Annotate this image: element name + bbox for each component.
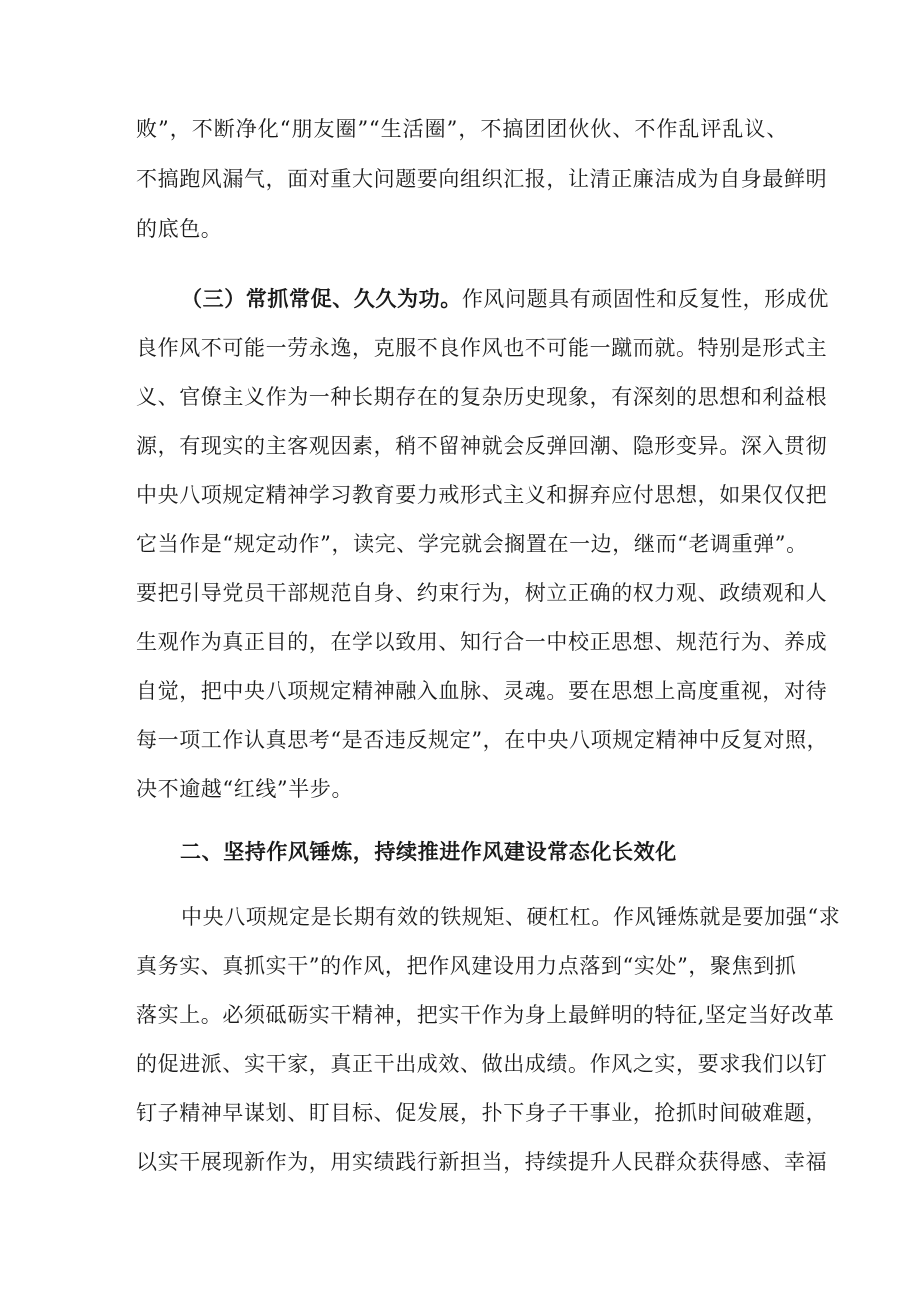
paragraph-2-line-7: 要把引导党员干部规范自身、约束行为，树立正确的权力观、政绩观和人 <box>136 581 828 605</box>
paragraph-1-line-1: 败”，不断净化“朋友圈”“生活圈”，不搞团团伙伙、不作乱评乱议、 <box>136 117 788 141</box>
paragraph-2-line-1 <box>181 284 830 314</box>
paragraph-2-line-4: 源，有现实的主客观因素，稍不留神就会反弹回潮、隐形变异。深入贯彻 <box>136 434 828 458</box>
paragraph-2-line-6: 它当作是“规定动作”，读完、学完就会搁置在一边，继而“老调重弹”。 <box>136 532 808 556</box>
paragraph-3-line-5: 钉子精神早谋划、盯目标、促发展，扑下身子干事业，抢抓时间破难题， <box>136 1101 828 1125</box>
paragraph-2-line-10: 每一项工作认真思考“是否违反规定”，在中央八项规定精神中反复对照， <box>136 728 829 752</box>
section-heading: 二、坚持作风锤炼，持续推进作风建设常态化长效化 <box>180 839 677 864</box>
paragraph-2-line-1-text: 作风问题具有顽固性和反复性，形成优 <box>461 287 830 311</box>
paragraph-2-line-8: 生观作为真正目的，在学以致用、知行合一中校正思想、规范行为、养成 <box>136 630 828 654</box>
paragraph-2-line-2: 良作风不可能一劳永逸，克服不良作风也不可能一蹴而就。特别是形式主 <box>136 336 828 360</box>
paragraph-2-line-9: 自觉，把中央八项规定精神融入血脉、灵魂。要在思想上高度重视，对待 <box>136 679 828 703</box>
paragraph-1-line-2: 不搞跑风漏气，面对重大问题要向组织汇报，让清正廉洁成为自身最鲜明 <box>136 167 828 191</box>
paragraph-2-line-3: 义、官僚主义作为一种长期存在的复杂历史现象，有深刻的思想和利益根 <box>136 385 828 409</box>
paragraph-3-line-2: 真务实、真抓实干”的作风，把作风建设用力点落到“实处”，聚焦到抓 <box>136 954 797 978</box>
paragraph-3-line-3: 落实上。必须砥砺实干精神，把实干作为身上最鲜明的特征,坚定当好改革 <box>136 1003 835 1027</box>
paragraph-3-line-6: 以实干展现新作为，用实绩践行新担当，持续提升人民群众获得感、幸福 <box>136 1150 828 1174</box>
paragraph-3-line-4: 的促进派、实干家，真正干出成效、做出成绩。作风之实，要求我们以钉 <box>136 1052 828 1076</box>
paragraph-1-line-3: 的底色。 <box>136 217 223 241</box>
paragraph-3-line-1: 中央八项规定是长期有效的铁规矩、硬杠杠。作风锤炼就是要加强“求 <box>181 905 841 929</box>
paragraph-2-line-5: 中央八项规定精神学习教育要力戒形式主义和摒弃应付思想，如果仅仅把 <box>136 483 828 507</box>
subsection-heading: （三）常抓常促、久久为功。 <box>181 286 462 311</box>
paragraph-2-line-11: 决不逾越“红线”半步。 <box>136 777 354 801</box>
